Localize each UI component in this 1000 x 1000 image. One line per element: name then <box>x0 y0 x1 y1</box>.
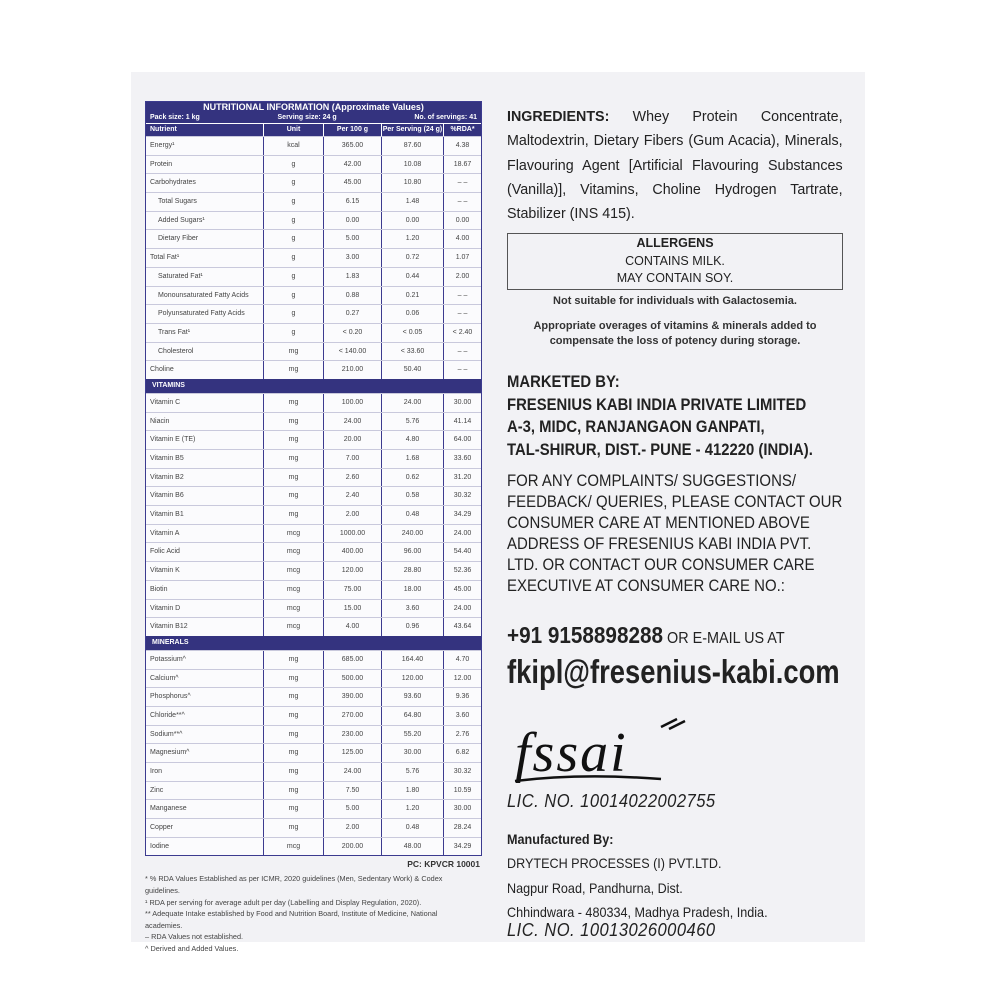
per-serving-value: 1.68 <box>381 450 443 468</box>
phone-number[interactable]: +91 9158898288 <box>507 622 663 648</box>
nutrient-row <box>146 449 481 468</box>
pack-size: Pack size: 1 kg <box>150 114 200 121</box>
nutrient-row <box>146 323 481 342</box>
nutrient-unit: mcg <box>263 618 323 636</box>
nutrient-name: Vitamin B1 <box>150 511 184 519</box>
per-serving-value: 24.00 <box>381 394 443 412</box>
nutrient-row <box>146 617 481 636</box>
manufacturer-address: Chhindwara - 480334, Madhya Pradesh, India. <box>507 904 768 921</box>
rda-value: 43.64 <box>443 618 481 636</box>
nutrient-name: Folic Acid <box>150 548 180 556</box>
per-serving-value: 240.00 <box>381 525 443 543</box>
per-100g-value: 1.83 <box>323 268 381 286</box>
per-100g-value: 0.27 <box>323 305 381 323</box>
nutrient-unit: mg <box>263 651 323 669</box>
nutrient-unit: mg <box>263 707 323 725</box>
per-100g-value: 2.00 <box>323 819 381 837</box>
nutrient-name: Choline <box>150 366 174 374</box>
per-100g-value: 0.00 <box>323 212 381 230</box>
footnote: ** Adequate Intake established by Food and Nutrition Board, Institute of Medicine, National academies. <box>145 909 438 930</box>
overage-note: Appropriate overages of vitamins & minerals added to compensate the loss of potency during storage. <box>533 320 817 347</box>
rda-value: 24.00 <box>443 525 481 543</box>
per-100g-value: 15.00 <box>323 600 381 618</box>
nutrient-row <box>146 743 481 762</box>
nutrient-name: Added Sugars¹ <box>158 216 205 224</box>
rda-value: < 2.40 <box>443 324 481 342</box>
per-serving-value: 30.00 <box>381 744 443 762</box>
nutrient-row <box>146 725 481 744</box>
nutrient-row <box>146 360 481 379</box>
nutrient-unit: mcg <box>263 838 323 856</box>
per-serving-value: 0.44 <box>381 268 443 286</box>
nutrient-name: Biotin <box>150 585 168 593</box>
nutrient-name: Dietary Fiber <box>158 235 199 243</box>
nutrient-row <box>146 650 481 669</box>
nutrient-name: Iodine <box>150 842 170 850</box>
nutrient-row <box>146 486 481 505</box>
pack-info-row <box>146 113 481 123</box>
nutrient-unit: mg <box>263 506 323 524</box>
per-100g-value: 5.00 <box>323 230 381 248</box>
nutrient-row <box>146 599 481 618</box>
nutrient-unit: mg <box>263 819 323 837</box>
vitamin-rows <box>146 393 481 636</box>
manufacturer-address: Nagpur Road, Pandhurna, Dist. <box>507 879 683 896</box>
consumer-care-line <box>507 622 785 649</box>
nutrient-row <box>146 561 481 580</box>
per-serving-value: 0.48 <box>381 506 443 524</box>
per-100g-value: 2.00 <box>323 506 381 524</box>
per-serving-value: 10.80 <box>381 174 443 192</box>
per-serving-value: 0.00 <box>381 212 443 230</box>
rda-value: 2.76 <box>443 726 481 744</box>
nutrient-name: Sodium**^ <box>150 730 183 738</box>
header-nutrient: Nutrient <box>150 126 177 133</box>
nutrient-unit: mg <box>263 670 323 688</box>
nutrient-row <box>146 706 481 725</box>
per-100g-value: 2.40 <box>323 487 381 505</box>
rda-value: 1.07 <box>443 249 481 267</box>
per-serving-value: 0.96 <box>381 618 443 636</box>
rda-value: 64.00 <box>443 431 481 449</box>
per-serving-value: < 33.60 <box>381 343 443 361</box>
per-100g-value: 200.00 <box>323 838 381 856</box>
per-serving-value: 5.76 <box>381 413 443 431</box>
nutrient-unit: mg <box>263 413 323 431</box>
rda-value: 2.00 <box>443 268 481 286</box>
nutrient-name: Niacin <box>150 417 170 425</box>
header-rda: %RDA* <box>443 124 481 136</box>
nutrient-unit: mg <box>263 469 323 487</box>
nutrient-unit: g <box>263 230 323 248</box>
nutrient-row <box>146 229 481 248</box>
per-serving-value: 0.58 <box>381 487 443 505</box>
nutrition-section <box>145 101 480 955</box>
footnote: ^ Derived and Added Values. <box>145 944 239 953</box>
fssai-license-1: LIC. NO. 10014022002755 <box>507 791 716 811</box>
nutrient-row <box>146 393 481 412</box>
nutrient-name: Vitamin E (TE) <box>150 436 196 444</box>
marketer-address: TAL-SHIRUR, DIST.- PUNE - 412220 (INDIA). <box>507 440 813 459</box>
per-serving-value: 96.00 <box>381 543 443 561</box>
nutrient-name: Polyunsaturated Fatty Acids <box>158 310 245 318</box>
rda-value: – – <box>443 193 481 211</box>
rda-value: 34.29 <box>443 506 481 524</box>
marketer-name: FRESENIUS KABI INDIA PRIVATE LIMITED <box>507 395 807 414</box>
rda-value: 45.00 <box>443 581 481 599</box>
fssai-logo-text: fssai <box>515 722 628 784</box>
nutrient-row <box>146 155 481 174</box>
rda-value: 33.60 <box>443 450 481 468</box>
rda-value: 54.40 <box>443 543 481 561</box>
per-100g-value: 210.00 <box>323 361 381 379</box>
rda-value: – – <box>443 287 481 305</box>
per-100g-value: 20.00 <box>323 431 381 449</box>
nutrient-name: Iron <box>150 768 163 775</box>
per-serving-value: 1.80 <box>381 782 443 800</box>
vitamins-heading: VITAMINS <box>146 379 481 393</box>
per-100g-value: 75.00 <box>323 581 381 599</box>
manufactured-by <box>507 827 831 925</box>
rda-value: 6.82 <box>443 744 481 762</box>
nutrient-name: Zinc <box>150 786 164 794</box>
per-serving-value: 18.00 <box>381 581 443 599</box>
nutrient-unit: mg <box>263 394 323 412</box>
nutrient-name: Carbohydrates <box>150 179 196 187</box>
marketer-address: A-3, MIDC, RANJANGAON GANPATI, <box>507 418 765 436</box>
manufacturer-name: DRYTECH PROCESSES (I) PVT.LTD. <box>507 855 722 872</box>
nutrient-unit: g <box>263 268 323 286</box>
rda-value: 31.20 <box>443 469 481 487</box>
nutrient-unit: g <box>263 287 323 305</box>
nutrient-name: Total Sugars <box>158 198 197 206</box>
per-100g-value: 2.60 <box>323 469 381 487</box>
rda-value: 4.00 <box>443 230 481 248</box>
nutrient-row <box>146 799 481 818</box>
per-100g-value: 365.00 <box>323 137 381 155</box>
per-serving-value: 0.72 <box>381 249 443 267</box>
nutrient-name: Vitamin C <box>150 398 181 406</box>
per-100g-value: 100.00 <box>323 394 381 412</box>
per-serving-value: 0.62 <box>381 469 443 487</box>
per-100g-value: 7.00 <box>323 450 381 468</box>
galactosemia-warning: Not suitable for individuals with Galactosemia. <box>553 295 797 307</box>
rda-value: 30.00 <box>443 800 481 818</box>
nutrient-name: Vitamin B6 <box>150 492 184 500</box>
per-100g-value: < 0.20 <box>323 324 381 342</box>
rda-value: 24.00 <box>443 600 481 618</box>
nutrient-row <box>146 524 481 543</box>
per-100g-value: 3.00 <box>323 249 381 267</box>
per-serving-value: 48.00 <box>381 838 443 856</box>
per-serving-value: 64.80 <box>381 707 443 725</box>
nutrient-unit: g <box>263 212 323 230</box>
marketed-label: MARKETED BY: <box>507 373 620 391</box>
nutrient-unit: mg <box>263 782 323 800</box>
per-100g-value: 230.00 <box>323 726 381 744</box>
nutrient-name: Vitamin K <box>150 567 180 575</box>
nutrient-row <box>146 468 481 487</box>
main-nutrient-rows <box>146 136 481 379</box>
fssai-logo-icon <box>511 713 711 793</box>
nutrient-unit: mcg <box>263 562 323 580</box>
per-100g-value: 7.50 <box>323 782 381 800</box>
per-serving-value: 120.00 <box>381 670 443 688</box>
nutrient-row <box>146 542 481 561</box>
nutrient-row <box>146 304 481 323</box>
minerals-heading: MINERALS <box>146 636 481 650</box>
nutrient-row <box>146 286 481 305</box>
nutrient-row <box>146 580 481 599</box>
nutrient-name: Vitamin D <box>150 604 181 612</box>
per-100g-value: 4.00 <box>323 618 381 636</box>
marketed-by <box>507 371 849 461</box>
rda-value: 41.14 <box>443 413 481 431</box>
nutrient-name: Phosphorus^ <box>150 693 191 701</box>
nutrient-row <box>146 505 481 524</box>
nutrient-name: Vitamin A <box>150 529 180 537</box>
nutrient-name: Protein <box>150 160 173 168</box>
per-100g-value: 24.00 <box>323 763 381 781</box>
rda-value: 34.29 <box>443 838 481 856</box>
nutrient-unit: mcg <box>263 525 323 543</box>
nutrient-name: Total Fat¹ <box>150 254 180 262</box>
rda-value: – – <box>443 361 481 379</box>
ingredients-label: INGREDIENTS: <box>507 108 610 125</box>
nutrient-row <box>146 837 481 856</box>
rda-value: 30.32 <box>443 487 481 505</box>
allergens-box <box>507 233 843 290</box>
per-serving-value: 50.40 <box>381 361 443 379</box>
per-serving-value: 1.48 <box>381 193 443 211</box>
nutrient-unit: mg <box>263 744 323 762</box>
rda-value: 10.59 <box>443 782 481 800</box>
nutrient-unit: mg <box>263 726 323 744</box>
per-serving-value: 0.48 <box>381 819 443 837</box>
nutrient-name: Energy¹ <box>150 142 175 149</box>
per-serving-value: 3.60 <box>381 600 443 618</box>
nutrient-row <box>146 430 481 449</box>
rda-value: 30.00 <box>443 394 481 412</box>
rda-value: 3.60 <box>443 707 481 725</box>
email-address[interactable]: fkipl@fresenius-kabi.com <box>507 653 840 690</box>
table-header <box>146 123 481 136</box>
per-serving-value: 55.20 <box>381 726 443 744</box>
footnotes <box>145 873 475 954</box>
per-serving-value: 1.20 <box>381 800 443 818</box>
serving-size: Serving size: 24 g <box>277 114 337 121</box>
per-100g-value: 270.00 <box>323 707 381 725</box>
nutrient-row <box>146 173 481 192</box>
nutrient-row <box>146 342 481 361</box>
rda-value: 18.67 <box>443 156 481 174</box>
per-serving-value: 1.20 <box>381 230 443 248</box>
nutrient-name: Copper <box>150 824 173 832</box>
per-100g-value: 120.00 <box>323 562 381 580</box>
ingredients <box>507 105 843 226</box>
phone-tail: OR E-MAIL US AT <box>662 630 785 647</box>
nutrient-row <box>146 762 481 781</box>
nutrient-unit: mcg <box>263 543 323 561</box>
rda-value: 30.32 <box>443 763 481 781</box>
per-serving-value: 28.80 <box>381 562 443 580</box>
per-serving-value: 0.06 <box>381 305 443 323</box>
nutrient-unit: mg <box>263 361 323 379</box>
rda-value: 4.70 <box>443 651 481 669</box>
allergen-line: CONTAINS MILK. <box>625 253 725 268</box>
per-serving-value: < 0.05 <box>381 324 443 342</box>
per-serving-value: 10.08 <box>381 156 443 174</box>
nutrient-name: Saturated Fat¹ <box>158 272 203 280</box>
rda-value: 4.38 <box>443 137 481 155</box>
nutrient-unit: mg <box>263 763 323 781</box>
nutrient-row <box>146 267 481 286</box>
per-100g-value: 400.00 <box>323 543 381 561</box>
footnote: * % RDA Values Established as per ICMR, 2020 guidelines (Men, Sedentary Work) & Codex guidelines. <box>145 874 443 896</box>
nutrient-name: Magnesium^ <box>150 749 190 757</box>
header-per-serving: Per Serving (24 g) <box>381 124 443 136</box>
per-100g-value: 6.15 <box>323 193 381 211</box>
pc-code: PC: KPVCR 10001 <box>407 859 480 870</box>
nutrient-unit: g <box>263 156 323 174</box>
per-100g-value: 390.00 <box>323 688 381 706</box>
rda-value: 52.36 <box>443 562 481 580</box>
nutrient-name: Trans Fat¹ <box>158 328 191 336</box>
per-serving-value: 4.80 <box>381 431 443 449</box>
per-100g-value: 5.00 <box>323 800 381 818</box>
complaints-text: FOR ANY COMPLAINTS/ SUGGESTIONS/ FEEDBACK/ QUERIES, PLEASE CONTACT OUR CONSUMER CARE AT MENTIONED ABOVE ADDRESS OF FRESENIUS KABI INDIA PVT. LTD. OR CONTACT OUR CONSUMER CARE EXECUTIVE AT CONSUMER CARE NO.: <box>507 471 843 596</box>
nutrient-unit: mg <box>263 431 323 449</box>
nutrient-unit: kcal <box>263 137 323 155</box>
nutrient-name: Cholesterol <box>158 347 194 355</box>
per-100g-value: 24.00 <box>323 413 381 431</box>
footnote: – RDA Values not established. <box>145 932 244 942</box>
nutrient-unit: g <box>263 324 323 342</box>
allergens-heading: ALLERGENS <box>636 236 714 250</box>
rda-value: 28.24 <box>443 819 481 837</box>
per-100g-value: 42.00 <box>323 156 381 174</box>
nutrient-name: Manganese <box>150 805 187 813</box>
nutrient-unit: mg <box>263 800 323 818</box>
nutrient-name: Vitamin B5 <box>150 455 184 462</box>
nutrient-unit: g <box>263 249 323 267</box>
nutrient-unit: g <box>263 193 323 211</box>
per-100g-value: 45.00 <box>323 174 381 192</box>
ingredients-text: Whey Protein Concentrate, Maltodextrin, Dietary Fibers (Gum Acacia), Minerals, Flavouring Agent [Artificial Flavouring Substances (Vanilla)], Vitamins, Choline Hydrogen Tartrate, Stabilizer (INS 415). <box>507 108 843 223</box>
nutrition-title: NUTRITIONAL INFORMATION (Approximate Values) <box>146 102 481 113</box>
allergen-line: MAY CONTAIN SOY. <box>616 271 734 285</box>
nutrient-unit: g <box>263 174 323 192</box>
per-100g-value: < 140.00 <box>323 343 381 361</box>
nutrient-unit: g <box>263 305 323 323</box>
nutrient-row <box>146 818 481 837</box>
per-100g-value: 685.00 <box>323 651 381 669</box>
per-100g-value: 125.00 <box>323 744 381 762</box>
per-100g-value: 1000.00 <box>323 525 381 543</box>
per-serving-value: 93.60 <box>381 688 443 706</box>
fssai-license-2: LIC. NO. 10013026000460 <box>507 920 716 940</box>
nutrient-name: Monounsaturated Fatty Acids <box>158 291 249 299</box>
rda-value: 12.00 <box>443 670 481 688</box>
nutrient-row <box>146 687 481 706</box>
rda-value: 0.00 <box>443 212 481 230</box>
nutrient-name: Calcium^ <box>150 674 179 682</box>
rda-value: 9.36 <box>443 688 481 706</box>
nutrient-unit: mg <box>263 487 323 505</box>
rda-value: – – <box>443 174 481 192</box>
nutrient-name: Vitamin B2 <box>150 473 184 481</box>
servings-count: No. of servings: 41 <box>414 114 477 121</box>
per-serving-value: 164.40 <box>381 651 443 669</box>
nutrient-row <box>146 192 481 211</box>
rda-value: – – <box>443 343 481 361</box>
per-100g-value: 0.88 <box>323 287 381 305</box>
manufactured-label: Manufactured By: <box>507 831 614 847</box>
nutrient-name: Potassium^ <box>150 655 186 663</box>
footnote: ¹ RDA per serving for average adult per day (Labelling and Display Regulation, 2020). <box>145 897 422 907</box>
nutrient-row <box>146 136 481 155</box>
nutrient-unit: mg <box>263 688 323 706</box>
nutrient-unit: mg <box>263 450 323 468</box>
nutrient-name: Vitamin B12 <box>150 623 188 631</box>
nutrient-name: Chloride**^ <box>150 711 185 719</box>
header-per-100g: Per 100 g <box>323 124 381 136</box>
per-serving-value: 0.21 <box>381 287 443 305</box>
nutrient-row <box>146 781 481 800</box>
nutrient-row <box>146 669 481 688</box>
header-unit: Unit <box>263 124 323 136</box>
mineral-rows <box>146 650 481 856</box>
per-serving-value: 5.76 <box>381 763 443 781</box>
nutrient-row <box>146 248 481 267</box>
nutrient-row <box>146 211 481 230</box>
nutrient-unit: mcg <box>263 581 323 599</box>
rda-value: – – <box>443 305 481 323</box>
nutrient-unit: mg <box>263 343 323 361</box>
nutrient-row <box>146 412 481 431</box>
nutrition-table <box>145 101 482 856</box>
info-section <box>507 105 843 940</box>
nutrient-unit: mcg <box>263 600 323 618</box>
per-serving-value: 87.60 <box>381 137 443 155</box>
per-100g-value: 500.00 <box>323 670 381 688</box>
